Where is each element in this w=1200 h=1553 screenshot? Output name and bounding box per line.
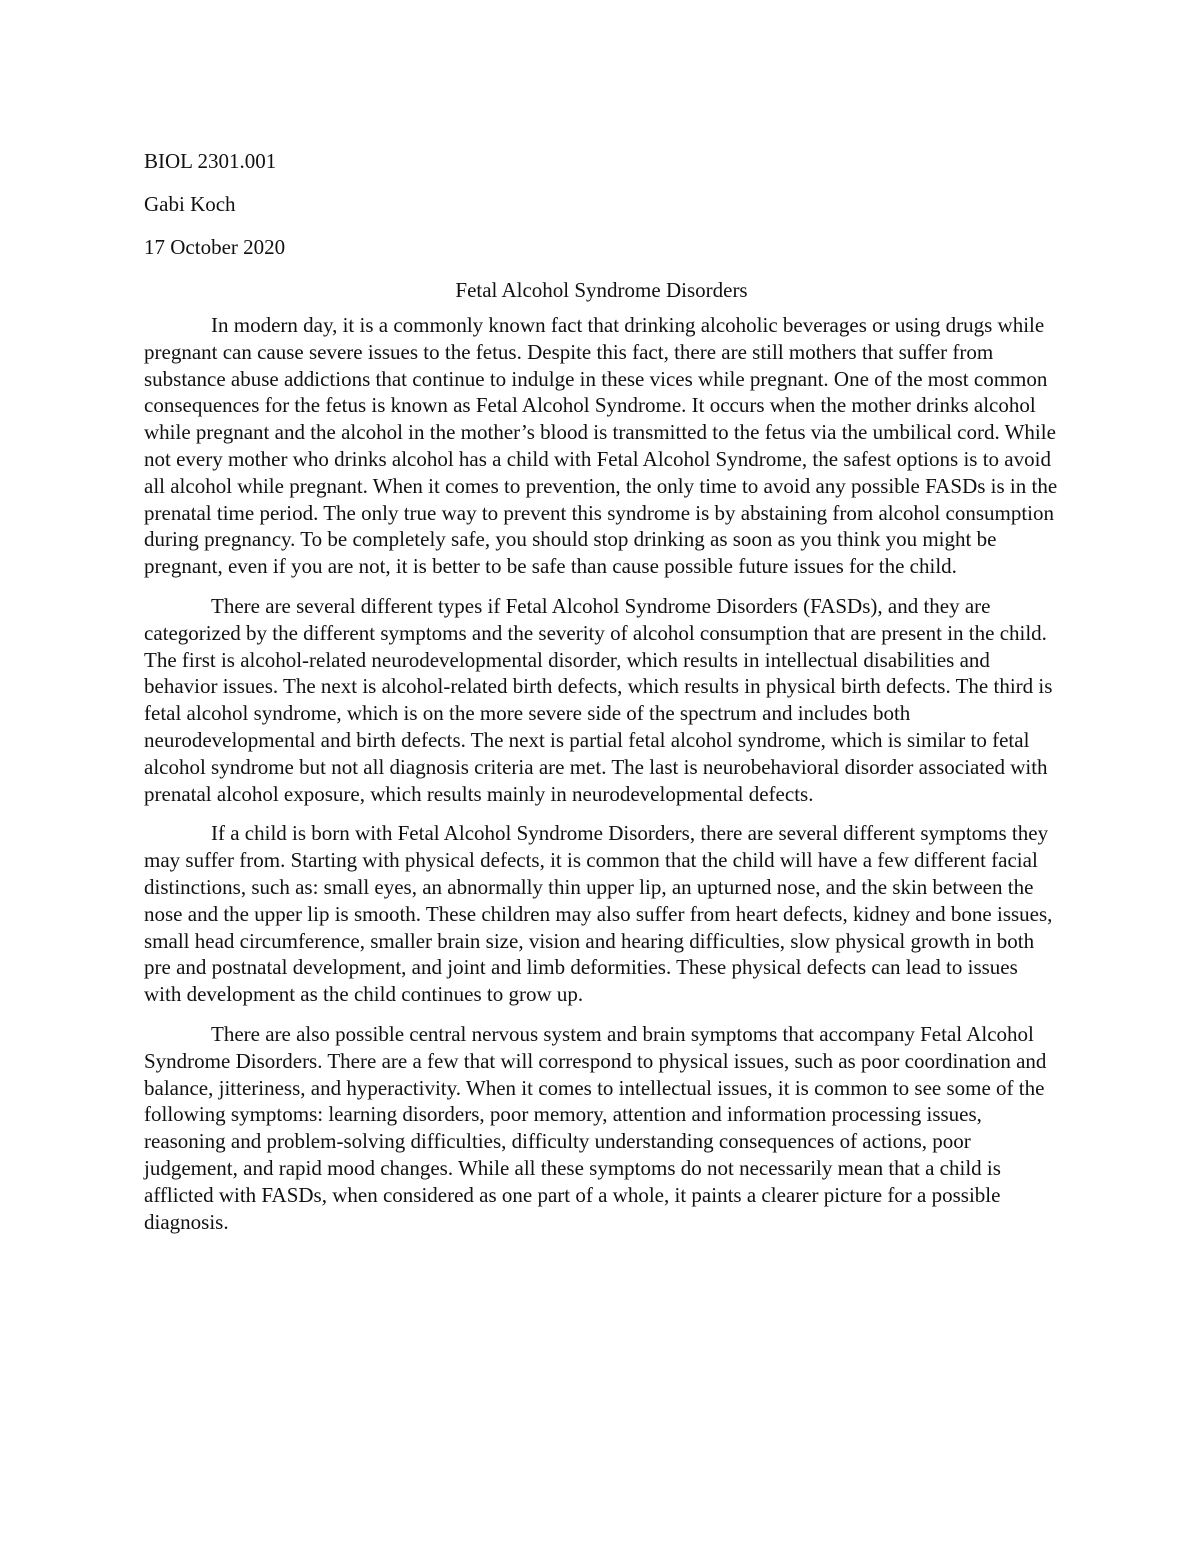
- document-date: 17 October 2020: [144, 235, 286, 259]
- course-code: BIOL 2301.001: [144, 149, 277, 173]
- document-title: Fetal Alcohol Syndrome Disorders: [455, 278, 748, 302]
- paragraph-1: In modern day, it is a commonly known fact that drinking alcoholic beverages or using drugs while pregnant can cause severe issues to the fetus. Despite this fact, there are still mothers that suffer from substance abuse addictions that continue to indulge in these vices while pregnant. One of the most common consequences for the fetus is known as Fetal Alcohol Syndrome. It occurs when the mother drinks alcohol while pregnant and the alcohol in the mother’s blood is transmitted to the fetus via the umbilical cord. While not every mother who drinks alcohol has a child with Fetal Alcohol Syndrome, the safest options is to avoid all alcohol while pregnant. When it comes to prevention, the only time to avoid any possible FASDs is in the prenatal time period. The only true way to prevent this syndrome is by abstaining from alcohol consumption during pregnancy. To be completely safe, you should stop drinking as soon as you think you might be pregnant, even if you are not, it is better to be safe than cause possible future issues for the child.: [144, 313, 1058, 579]
- paragraph-2: There are several different types if Fetal Alcohol Syndrome Disorders (FASDs), and they are categorized by the different symptoms and the severity of alcohol consumption that are present in the child. The first is alcohol-related neurodevelopmental disorder, which results in intellectual disabilities and behavior issues. The next is alcohol-related birth defects, which results in physical birth defects. The third is fetal alcohol syndrome, which is on the more severe side of the spectrum and includes both neurodevelopmental and birth defects. The next is partial fetal alcohol syndrome, which is similar to fetal alcohol syndrome but not all diagnosis criteria are met. The last is neurobehavioral disorder associated with prenatal alcohol exposure, which results mainly in neurodevelopmental defects.: [144, 593, 1053, 806]
- document-body: [144, 140, 1059, 1235]
- paragraph-4: There are also possible central nervous system and brain symptoms that accompany Fetal Alcohol Syndrome Disorders. There are a few that will correspond to physical issues, such as poor coordination and balance, jitteriness, and hyperactivity. When it comes to intellectual issues, it is common to see some of the following symptoms: learning disorders, poor memory, attention and information processing issues, reasoning and problem-solving difficulties, difficulty understanding consequences of actions, poor judgement, and rapid mood changes. While all these symptoms do not necessarily mean that a child is afflicted with FASDs, when considered as one part of a whole, it paints a clearer picture for a possible diagnosis.: [144, 1021, 1047, 1234]
- paragraph-3: If a child is born with Fetal Alcohol Syndrome Disorders, there are several different symptoms they may suffer from. Starting with physical defects, it is common that the child will have a few different facial distinctions, such as: small eyes, an abnormally thin upper lip, an upturned nose, and the skin between the nose and the upper lip is smooth. These children may also suffer from heart defects, kidney and bone issues, small head circumference, smaller brain size, vision and hearing difficulties, slow physical growth in both pre and postnatal development, and joint and limb deformities. These physical defects can lead to issues with development as the child continues to grow up.: [144, 821, 1053, 1007]
- author-name: Gabi Koch: [144, 192, 236, 216]
